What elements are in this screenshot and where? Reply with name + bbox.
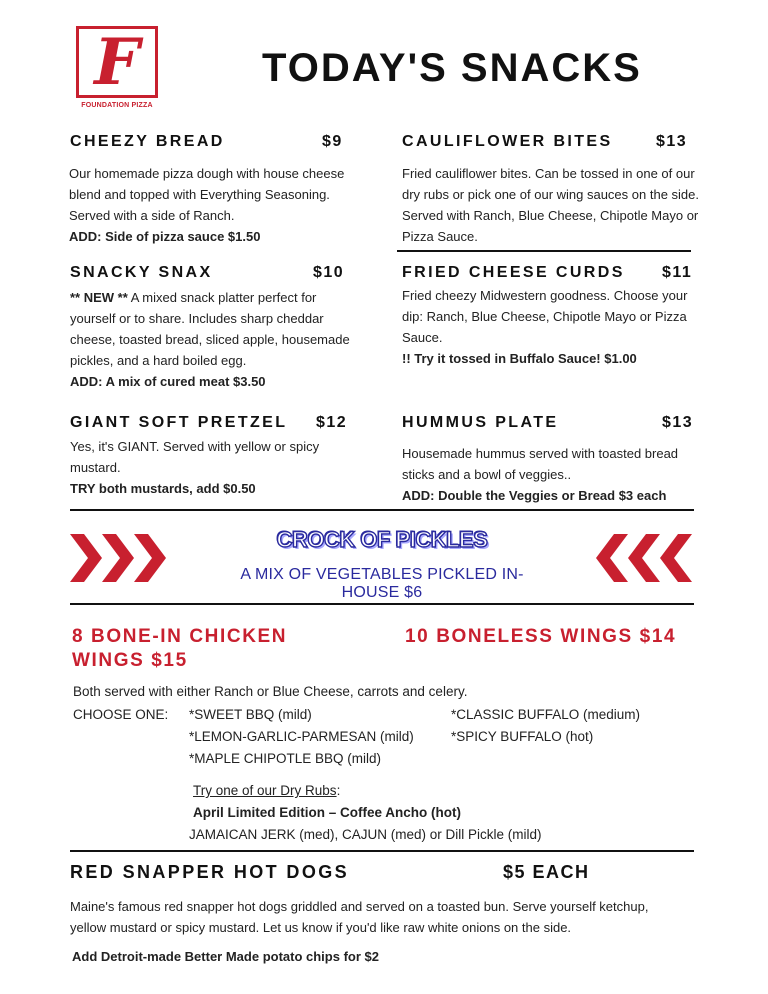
- dry-rubs-link-text: Try one of our Dry Rubs: [193, 783, 337, 798]
- hot-dogs-name: RED SNAPPER HOT DOGS: [70, 862, 350, 882]
- choose-one-label: CHOOSE ONE:: [73, 707, 169, 722]
- dry-rubs-list: JAMAICAN JERK (med), CAJUN (med) or Dill Pickle (mild): [189, 827, 542, 842]
- add-on: !! Try it tossed in Buffalo Sauce! $1.00: [402, 351, 637, 366]
- chevrons-right-icon: [70, 532, 168, 584]
- snacky-snax-description: [70, 287, 370, 392]
- desc-line: Fried cauliflower bites. Can be tossed in one of our: [402, 166, 695, 181]
- chips-add-on: Add Detroit-made Better Made potato chips for $2: [72, 949, 379, 964]
- desc-line: Fried cheezy Midwestern goodness. Choose your: [402, 288, 688, 303]
- divider: [70, 509, 694, 511]
- cheezy-bread-name: CHEEZY BREAD: [70, 133, 225, 150]
- logo-caption: FOUNDATION PIZZA: [81, 102, 153, 109]
- hummus-plate-price: $13: [662, 414, 694, 431]
- desc-line: Housemade hummus served with toasted bread: [402, 446, 679, 461]
- desc-line: sticks and a bowl of veggies..: [402, 467, 572, 482]
- desc-line: Yes, it's GIANT. Served with yellow or spicy: [70, 439, 320, 454]
- cauliflower-bites-description: [402, 163, 722, 247]
- sauce-option: *LEMON-GARLIC-PARMESAN (mild): [189, 729, 414, 744]
- colon: :: [336, 783, 341, 798]
- new-badge: ** NEW **: [70, 290, 128, 305]
- desc-line: Maine's famous red snapper hot dogs griddled and served on a toasted bun. Serve yourself ketchup,: [70, 899, 649, 914]
- crock-of-pickles-subtitle: A MIX OF VEGETABLES PICKLED IN-HOUSE $6: [240, 566, 524, 601]
- desc-line: cheese, toasted bread, sliced apple, housemade: [70, 332, 350, 347]
- desc-line: blend and topped with Everything Seasoning.: [69, 187, 330, 202]
- heading-line: 8 BONE-IN CHICKEN: [72, 626, 288, 647]
- add-on: ADD: Double the Veggies or Bread $3 each: [402, 488, 667, 503]
- desc-line: [70, 287, 370, 308]
- pretzel-price: $12: [316, 414, 348, 431]
- desc-line: Pizza Sauce.: [402, 229, 478, 244]
- sauce-list-right: [451, 704, 640, 748]
- snacky-snax-name: SNACKY SNAX: [70, 264, 213, 281]
- desc-line: mustard.: [70, 460, 121, 475]
- boneless-wings-title: 10 BONELESS WINGS $14: [405, 626, 677, 647]
- desc-line: Sauce.: [402, 330, 443, 345]
- cauliflower-bites-name: CAULIFLOWER BITES: [402, 133, 613, 150]
- sauce-list-left: [189, 704, 414, 770]
- divider: [70, 850, 694, 852]
- dry-rubs-heading: [193, 780, 340, 802]
- pretzel-description: [70, 436, 370, 499]
- desc-line: Our homemade pizza dough with house cheese: [69, 166, 345, 181]
- desc-line: dip: Ranch, Blue Cheese, Chipotle Mayo or Pizza: [402, 309, 687, 324]
- hummus-plate-name: HUMMUS PLATE: [402, 414, 559, 431]
- wings-served-with: Both served with either Ranch or Blue Cheese, carrots and celery.: [73, 684, 468, 699]
- hot-dogs-description: [70, 896, 710, 938]
- cheezy-bread-price: $9: [322, 133, 343, 150]
- add-on: ADD: A mix of cured meat $3.50: [70, 374, 266, 389]
- crock-of-pickles-title: CROCK OF PICKLES: [276, 527, 488, 552]
- cheese-curds-name: FRIED CHEESE CURDS: [402, 264, 625, 281]
- sauce-option: *SWEET BBQ (mild): [189, 707, 312, 722]
- divider: [70, 603, 694, 605]
- pretzel-name: GIANT SOFT PRETZEL: [70, 414, 288, 431]
- bone-in-wings-title: [72, 625, 287, 673]
- hummus-plate-description: [402, 443, 722, 506]
- sauce-option: *MAPLE CHIPOTLE BBQ (mild): [189, 751, 382, 766]
- desc-line: yourself or to share. Includes sharp cheddar: [70, 311, 324, 326]
- desc-text: A mixed snack platter perfect for: [127, 290, 317, 305]
- divider: [397, 250, 691, 252]
- limited-edition-rub: April Limited Edition – Coffee Ancho (hot): [193, 805, 461, 820]
- add-on: ADD: Side of pizza sauce $1.50: [69, 229, 261, 244]
- cauliflower-bites-price: $13: [656, 133, 688, 150]
- cheezy-bread-description: [69, 163, 369, 247]
- logo: [76, 26, 158, 98]
- logo-letter: F: [94, 25, 140, 100]
- chevrons-left-icon: [596, 532, 694, 584]
- sauce-option: *CLASSIC BUFFALO (medium): [451, 707, 641, 722]
- desc-line: yellow mustard or spicy mustard. Let us know if you'd like raw white onions on the side.: [70, 920, 572, 935]
- snacky-snax-price: $10: [313, 264, 345, 281]
- desc-line: dry rubs or pick one of our wing sauces on the side.: [402, 187, 699, 202]
- page-title: TODAY'S SNACKS: [262, 46, 642, 90]
- add-on: TRY both mustards, add $0.50: [70, 481, 256, 496]
- heading-line: WINGS $15: [72, 650, 188, 671]
- desc-line: Served with a side of Ranch.: [69, 208, 235, 223]
- cheese-curds-price: $11: [662, 264, 693, 281]
- desc-line: Served with Ranch, Blue Cheese, Chipotle Mayo or: [402, 208, 699, 223]
- cheese-curds-description: [402, 285, 722, 369]
- sauce-option: *SPICY BUFFALO (hot): [451, 729, 594, 744]
- hot-dogs-price: $5 EACH: [503, 862, 590, 882]
- desc-line: pickles, and a hard boiled egg.: [70, 353, 247, 368]
